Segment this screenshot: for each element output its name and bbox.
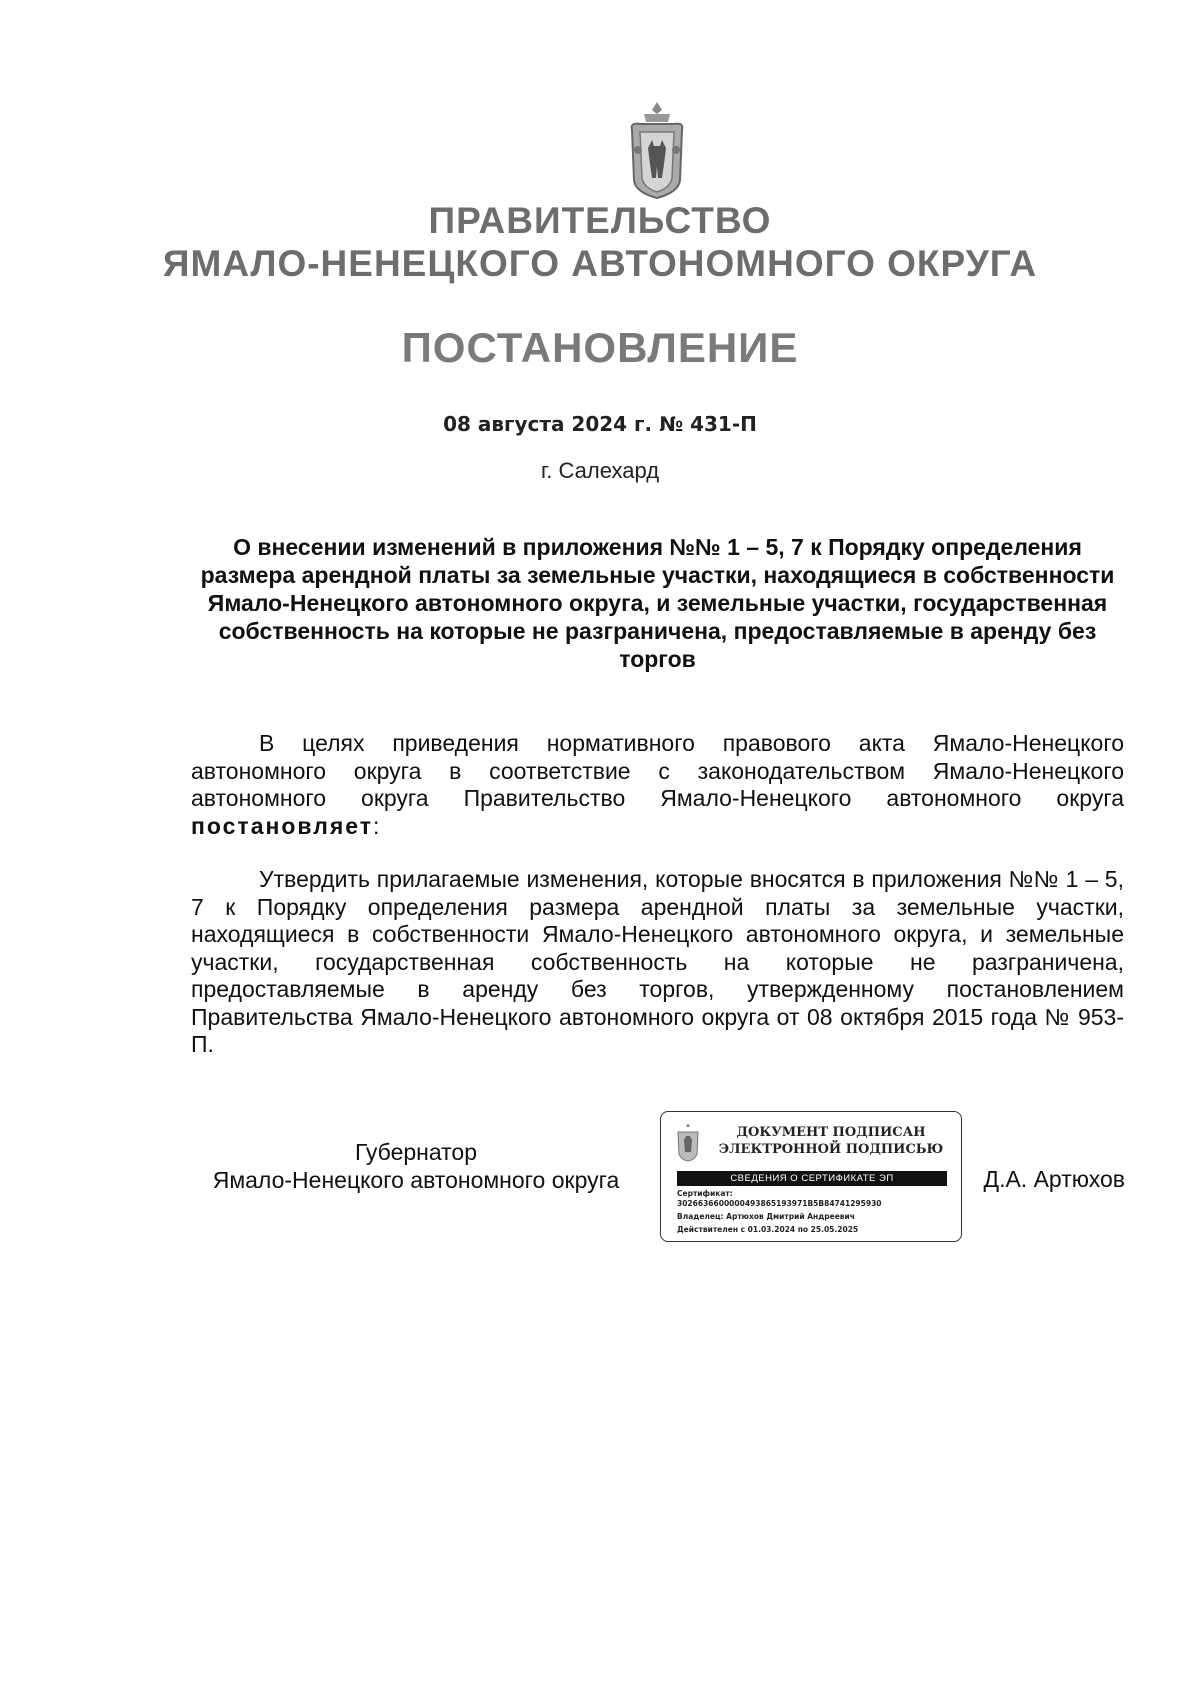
e-signature-stamp	[660, 1111, 962, 1242]
operative-paragraph: Утвердить прилагаемые изменения, которые вносятся в приложения №№ 1 – 5, 7 к Порядку определения размера арендной платы за земельные участки, находящиеся в собственности Ямало-Ненецкого автономного округа, и земельные участки, государственная собственность на которые не разграничена, предоставляемые в аренду без торгов, утвержденному постановлением Правительства Ямало-Ненецкого автономного округа от 08 октября 2015 года № 953-П.	[191, 866, 1124, 1057]
stamp-owner: Владелец: Артюхов Дмитрий Андреевич	[677, 1212, 855, 1221]
stamp-certificate-label: Сертификат:	[677, 1189, 733, 1198]
coat-of-arms-icon	[673, 1122, 703, 1162]
stamp-heading-line1: ДОКУМЕНТ ПОДПИСАН	[736, 1125, 926, 1140]
stamp-validity: Действителен с 01.03.2024 по 25.05.2025	[677, 1225, 859, 1234]
government-name-line2: ЯМАЛО-НЕНЕЦКОГО АВТОНОМНОГО ОКРУГА	[162, 243, 1038, 284]
document-city: г. Салехард	[540, 458, 660, 483]
resolves-word: постановляет	[191, 812, 374, 839]
coat-of-arms-icon	[622, 100, 692, 200]
stamp-heading	[711, 1124, 951, 1158]
government-name-line1: ПРАВИТЕЛЬСТВО	[428, 200, 772, 241]
signatory-position	[191, 1138, 641, 1194]
document-type: ПОСТАНОВЛЕНИЕ	[401, 324, 799, 371]
document-date-number: 08 августа 2024 г. № 431-П	[443, 412, 757, 436]
signatory-position-line1: Губернатор	[354, 1139, 478, 1165]
preamble-paragraph	[191, 730, 1124, 840]
stamp-heading-line2: ЭЛЕКТРОННОЙ ПОДПИСЬЮ	[718, 1142, 944, 1157]
document-subject: О внесении изменений в приложения №№ 1 – 5, 7 к Порядку определения размера арендной платы за земельные участки, находящиеся в собственности Ямало-Ненецкого автономного округа, и земельные участки, государственная собственность на которые не разграничена, предоставляемые в аренду без торгов	[200, 534, 1115, 672]
signatory-name: Д.А. Артюхов	[983, 1166, 1125, 1192]
preamble-text: В целях приведения нормативного правового акта Ямало-Ненецкого автономного округа в соответствие с законодательством Ямало-Ненецкого автономного округа Правительство Ямало-Ненецкого автономного округа	[191, 730, 1124, 811]
stamp-certificate-number: 3026636600000493865193971B5B84741295930	[677, 1199, 882, 1208]
stamp-certificate-bar: СВЕДЕНИЯ О СЕРТИФИКАТЕ ЭП	[677, 1171, 947, 1186]
signatory-position-line2: Ямало-Ненецкого автономного округа	[212, 1167, 620, 1193]
resolves-colon: :	[373, 812, 380, 839]
